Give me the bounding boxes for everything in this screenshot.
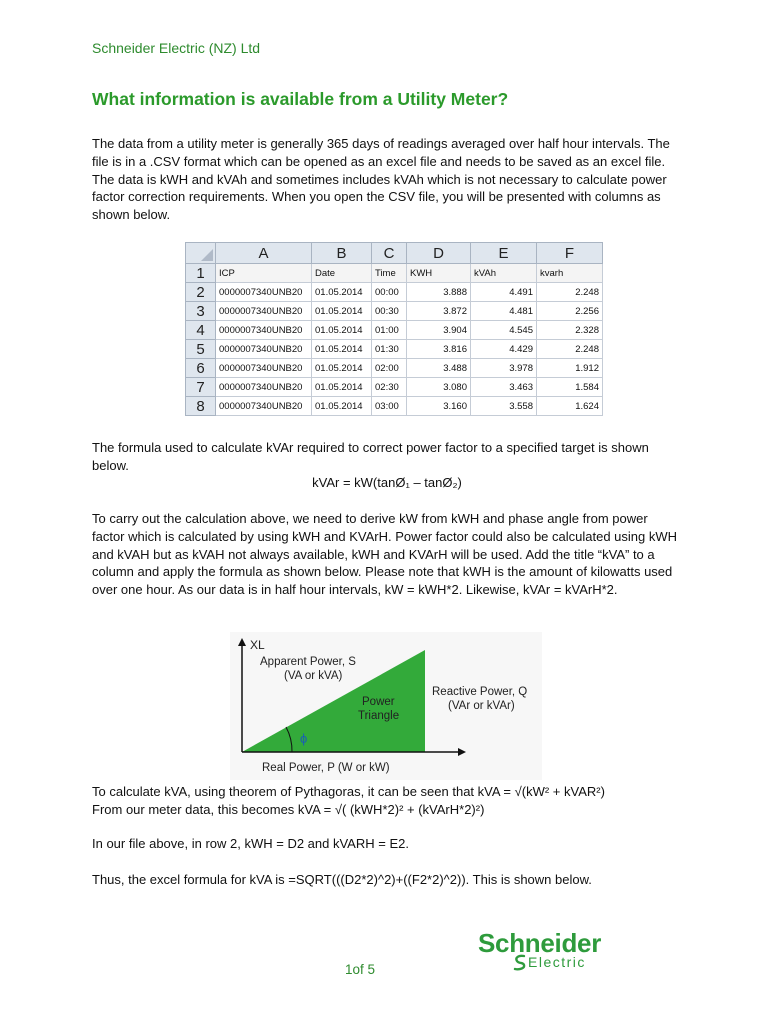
triangle-label-2: Triangle [358,710,400,722]
table-cell: 01.05.2014 [312,397,372,416]
table-cell: 1.584 [537,378,603,397]
table-cell: Time [372,264,407,283]
pythagoras-line-1: To calculate kVA, using theorem of Pythagoras, it can be seen that kVA = √(kW² + kVAR²) [92,784,605,799]
table-cell: 0000007340UNB20 [216,302,312,321]
table-cell: 3.488 [407,359,471,378]
table-cell: 01:30 [372,340,407,359]
table-row [186,302,603,321]
table-cell: 3.080 [407,378,471,397]
table-cell: 01:00 [372,321,407,340]
table-cell: 01.05.2014 [312,340,372,359]
spreadsheet-table [185,242,603,416]
table-cell: 1.912 [537,359,603,378]
table-cell: Date [312,264,372,283]
table-cell: 0000007340UNB20 [216,283,312,302]
column-header: B [312,243,372,264]
table-cell: 01.05.2014 [312,321,372,340]
power-triangle-diagram [230,632,542,780]
kvar-formula: kVAr = kW(tanØ₁ – tanØ₂) [312,475,462,490]
table-row [186,340,603,359]
apparent-power-label: Apparent Power, S [260,656,356,668]
table-cell: 03:00 [372,397,407,416]
table-cell: 0000007340UNB20 [216,321,312,340]
table-cell: kvarh [537,264,603,283]
table-cell: 01.05.2014 [312,283,372,302]
reactive-power-unit: (VAr or kVAr) [448,700,515,712]
phi-angle-label: ϕ [300,731,308,746]
row-reference-paragraph: In our file above, in row 2, kWH = D2 and kVARH = E2. [92,836,409,851]
schneider-electric-logo [478,928,623,974]
logo-wordmark-top: Schneider [478,928,602,958]
table-cell: 3.816 [407,340,471,359]
table-cell: 02:00 [372,359,407,378]
table-cell: 4.491 [471,283,537,302]
table-cell: 2.256 [537,302,603,321]
table-cell: 0000007340UNB20 [216,378,312,397]
table-cell: 02:30 [372,378,407,397]
row-number: 1 [186,264,216,283]
excel-formula-paragraph: Thus, the excel formula for kVA is =SQRT(((D2*2)^2)+((F2*2)^2)). This is shown below. [92,872,592,887]
intro-paragraph: The data from a utility meter is generally 365 days of readings averaged over half hour intervals. The file is in a .CSV format which can be opened as an excel file and needs to be saved as an excel file. The data is kWH and kVAh and sometimes includes kVAh which is not necessary to calculate power factor correction requirements. When you open the CSV file, you will be presented with columns as shown below. [92,136,670,223]
table-row [186,283,603,302]
real-power-label: Real Power, P (W or kW) [262,762,390,774]
apparent-power-unit: (VA or kVA) [284,670,343,682]
table-row [186,397,603,416]
reactive-power-label: Reactive Power, Q [432,686,528,698]
table-cell: 4.429 [471,340,537,359]
table-row [186,378,603,397]
logo-bolt-icon [512,954,528,972]
table-cell: 3.463 [471,378,537,397]
column-header: F [537,243,603,264]
table-cell: 4.545 [471,321,537,340]
spreadsheet-screenshot [185,242,605,415]
table-cell: kVAh [471,264,537,283]
table-cell: ICP [216,264,312,283]
table-cell: 3.904 [407,321,471,340]
table-cell: 3.872 [407,302,471,321]
table-cell: 01.05.2014 [312,302,372,321]
table-cell: 3.558 [471,397,537,416]
pythagoras-paragraph [92,783,682,819]
company-name: Schneider Electric (NZ) Ltd [92,40,261,56]
page-number: 1of 5 [345,962,376,977]
table-cell: 1.624 [537,397,603,416]
table-cell: 00:00 [372,283,407,302]
pythagoras-line-2: From our meter data, this becomes kVA = √( (kWH*2)² + (kVArH*2)²) [92,801,485,817]
row-number: 4 [186,321,216,340]
row-number: 7 [186,378,216,397]
column-header-row [186,243,603,264]
triangle-label-1: Power [362,696,395,708]
table-row [186,264,603,283]
row-number: 8 [186,397,216,416]
table-cell: 3.888 [407,283,471,302]
table-cell: 3.978 [471,359,537,378]
table-cell: KWH [407,264,471,283]
row-number: 5 [186,340,216,359]
table-cell: 00:30 [372,302,407,321]
column-header: D [407,243,471,264]
logo-wordmark-bottom: Electric [528,954,586,970]
table-cell: 0000007340UNB20 [216,397,312,416]
row-number: 2 [186,283,216,302]
page-title: What information is available from a Utility Meter? [92,89,509,109]
table-cell: 2.248 [537,283,603,302]
column-header: A [216,243,312,264]
table-cell: 2.248 [537,340,603,359]
formula-intro-paragraph: The formula used to calculate kVAr required to correct power factor to a specified target is shown below. [92,440,649,473]
table-cell: 01.05.2014 [312,378,372,397]
calculation-paragraph: To carry out the calculation above, we need to derive kW from kWH and phase angle from power factor which is calculated by using kWH and KVArH. Power factor could also be calculated using kWH and kVAH but as kVAH not always available, kWH and KVArH will be used. Add the title “kVA” to a column and apply the formula as shown below. Please note that kWH is the amount of kilowatts used over one hour. As our data is in half hour intervals, kW = kWH*2. Likewise, kVAr = kVArH*2. [92,511,678,598]
xl-axis-label: XL [250,638,265,652]
select-all-corner [186,243,216,264]
table-cell: 4.481 [471,302,537,321]
column-header: C [372,243,407,264]
row-number: 3 [186,302,216,321]
table-cell: 01.05.2014 [312,359,372,378]
table-cell: 3.160 [407,397,471,416]
table-cell: 0000007340UNB20 [216,340,312,359]
table-row [186,321,603,340]
column-header: E [471,243,537,264]
table-cell: 0000007340UNB20 [216,359,312,378]
table-cell: 2.328 [537,321,603,340]
row-number: 6 [186,359,216,378]
table-row [186,359,603,378]
